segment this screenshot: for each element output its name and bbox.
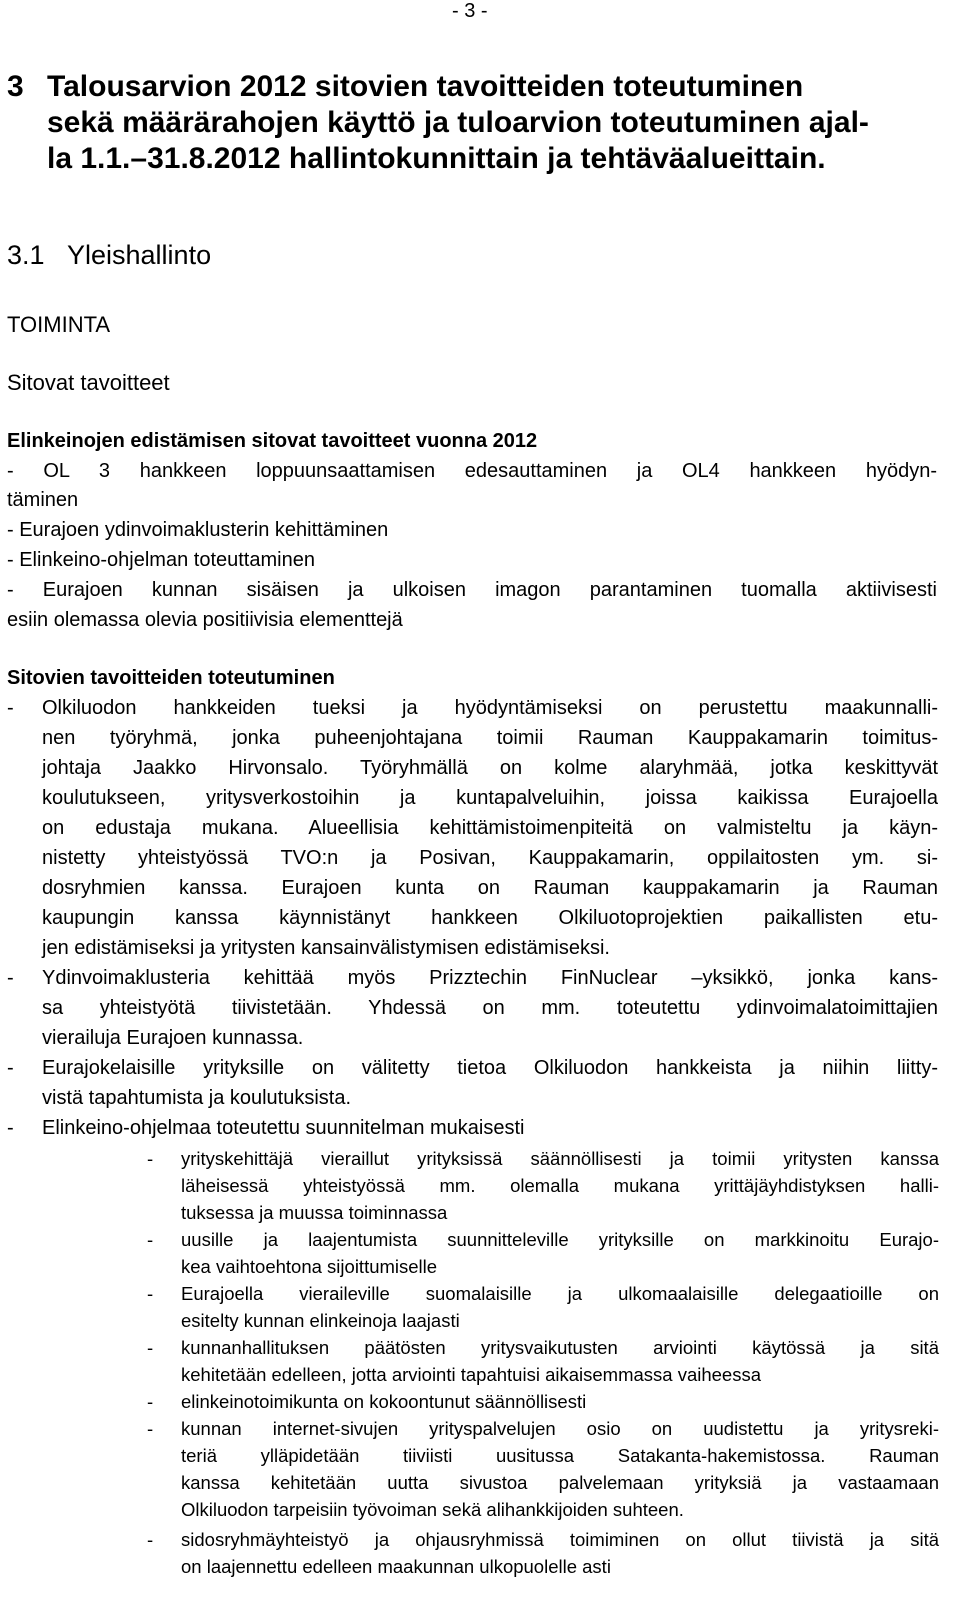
sub-dash: -	[147, 1283, 154, 1304]
sitovat-tavoitteet-heading: Sitovat tavoitteet	[7, 370, 170, 395]
sub-dash: -	[147, 1148, 154, 1169]
page-number: - 3 -	[452, 0, 488, 22]
chapter-title-line-2: sekä määrärahojen käyttö ja tuloarvion toteutuminen ajal-	[47, 106, 869, 139]
sub-item-line: tuksessa ja muussa toiminnassa	[181, 1202, 448, 1223]
sub-item-line: kea vaihtoehtona sijoittumiselle	[181, 1256, 438, 1277]
item1-line: Olkiluodon hankkeiden tueksi ja hyödyntämiseksi on perustettu maakunnalli-	[42, 697, 938, 719]
list-dash: -	[7, 1057, 14, 1079]
sub-item-line: Eurajoella vieraileville suomalaisille ja ulkomaalaisille delegaatioille on	[181, 1283, 939, 1304]
sub-item-line: kehitetään edelleen, jotta arviointi tapahtuisi aikaisemmassa vaiheessa	[181, 1364, 762, 1385]
item1-line: dosryhmien kanssa. Eurajoen kunta on Rauman kauppakamarin ja Rauman	[42, 877, 938, 899]
item1-line: on edustaja mukana. Alueellisia kehittämistoimenpiteitä on valmisteltu ja käyn-	[42, 817, 938, 839]
item2-line: Ydinvoimaklusteria kehittää myös Prizztechin FinNuclear –yksikkö, jonka kans-	[42, 967, 938, 989]
item3-line: vistä tapahtumista ja koulutuksista.	[42, 1087, 352, 1109]
item1-line: kaupungin kanssa käynnistänyt hankkeen Olkiluotoprojektien paikallisten etu-	[42, 907, 938, 929]
goal-line: täminen	[7, 489, 79, 511]
sub-dash: -	[147, 1418, 154, 1439]
item2-line: vierailuja Eurajoen kunnassa.	[42, 1027, 304, 1049]
sub-item-line: yrityskehittäjä vieraillut yrityksissä säännöllisesti ja toimii yritysten kanssa	[181, 1148, 939, 1169]
list-dash: -	[7, 697, 14, 719]
sub-dash: -	[147, 1337, 154, 1358]
item1-line: nistetty yhteistyössä TVO:n ja Posivan, Kauppakamarin, oppilaitosten ym. si-	[42, 847, 938, 869]
sub-item-line: kunnanhallituksen päätösten yritysvaikutusten arviointi käytössä ja sitä	[181, 1337, 939, 1358]
sub-dash: -	[147, 1229, 154, 1250]
sub-item-line: uusille ja laajentumista suunnitteleville yrityksille on markkinoitu Eurajo-	[181, 1229, 939, 1250]
toiminta-heading: TOIMINTA	[7, 312, 111, 337]
goal-line: - OL 3 hankkeen loppuunsaattamisen edesauttaminen ja OL4 hankkeen hyödyn-	[7, 460, 937, 482]
list-dash: -	[7, 967, 14, 989]
item4-line: Elinkeino-ohjelmaa toteutettu suunnitelman mukaisesti	[42, 1117, 525, 1139]
realization-heading: Sitovien tavoitteiden toteutuminen	[7, 667, 335, 689]
item2-line: sa yhteistyötä tiivistetään. Yhdessä on mm. toteutettu ydinvoimalatoimittajien	[42, 997, 938, 1019]
chapter-title-line-1: Talousarvion 2012 sitovien tavoitteiden toteutuminen	[47, 70, 804, 103]
sub-dash: -	[147, 1391, 154, 1412]
sub-item-line: sidosryhmäyhteistyö ja ohjausryhmissä toimiminen on ollut tiivistä ja sitä	[181, 1529, 939, 1550]
item1-line: nen työryhmä, jonka puheenjohtajana toimii Rauman Kauppakamarin toimitus-	[42, 727, 938, 749]
section-heading	[7, 240, 211, 271]
goal-line: - Eurajoen ydinvoimaklusterin kehittäminen	[7, 519, 389, 541]
section-number: 3.1	[7, 240, 45, 270]
goals-heading: Elinkeinojen edistämisen sitovat tavoitteet vuonna 2012	[7, 430, 538, 452]
chapter-number: 3	[7, 70, 24, 103]
section-title: Yleishallinto	[67, 240, 212, 270]
sub-item-line: kanssa kehitetään uutta sivustoa palvelemaan yrityksiä ja vastaamaan	[181, 1472, 939, 1493]
sub-item-line: esitelty kunnan elinkeinoja laajasti	[181, 1310, 460, 1331]
goal-line: esiin olemassa olevia positiivisia elementtejä	[7, 609, 403, 631]
sub-item-line: läheisessä yhteistyössä mm. olemalla mukana yrittäjäyhdistyksen halli-	[181, 1175, 939, 1196]
sub-item-line: teriä ylläpidetään tiiviisti uusitussa Satakanta-hakemistossa. Rauman	[181, 1445, 939, 1466]
sub-item-line: kunnan internet-sivujen yrityspalvelujen osio on uudistettu ja yritysreki-	[181, 1418, 939, 1439]
sub-item-line: elinkeinotoimikunta on kokoontunut säännöllisesti	[181, 1391, 587, 1412]
item1-line: johtaja Jaakko Hirvonsalo. Työryhmällä on kolme alaryhmää, jotka keskittyvät	[42, 757, 938, 779]
sub-dash: -	[147, 1529, 154, 1550]
item1-line: koulutukseen, yritysverkostoihin ja kuntapalveluihin, joissa kaikissa Eurajoella	[42, 787, 938, 809]
chapter-title-line-3: la 1.1.–31.8.2012 hallintokunnittain ja tehtäväalueittain.	[47, 142, 826, 175]
goal-line: - Elinkeino-ohjelman toteuttaminen	[7, 549, 315, 571]
list-dash: -	[7, 1117, 14, 1139]
item3-line: Eurajokelaisille yrityksille on välitetty tietoa Olkiluodon hankkeista ja niihin liitty-	[42, 1057, 938, 1079]
sub-item-line: on laajennettu edelleen maakunnan ulkopuolelle asti	[181, 1556, 611, 1577]
goal-line: - Eurajoen kunnan sisäisen ja ulkoisen imagon parantaminen tuomalla aktiivisesti	[7, 579, 937, 601]
sub-item-line: Olkiluodon tarpeisiin työvoiman sekä alihankkijoiden suhteen.	[181, 1499, 684, 1520]
item1-line: jen edistämiseksi ja yritysten kansainvälistymisen edistämiseksi.	[42, 937, 610, 959]
